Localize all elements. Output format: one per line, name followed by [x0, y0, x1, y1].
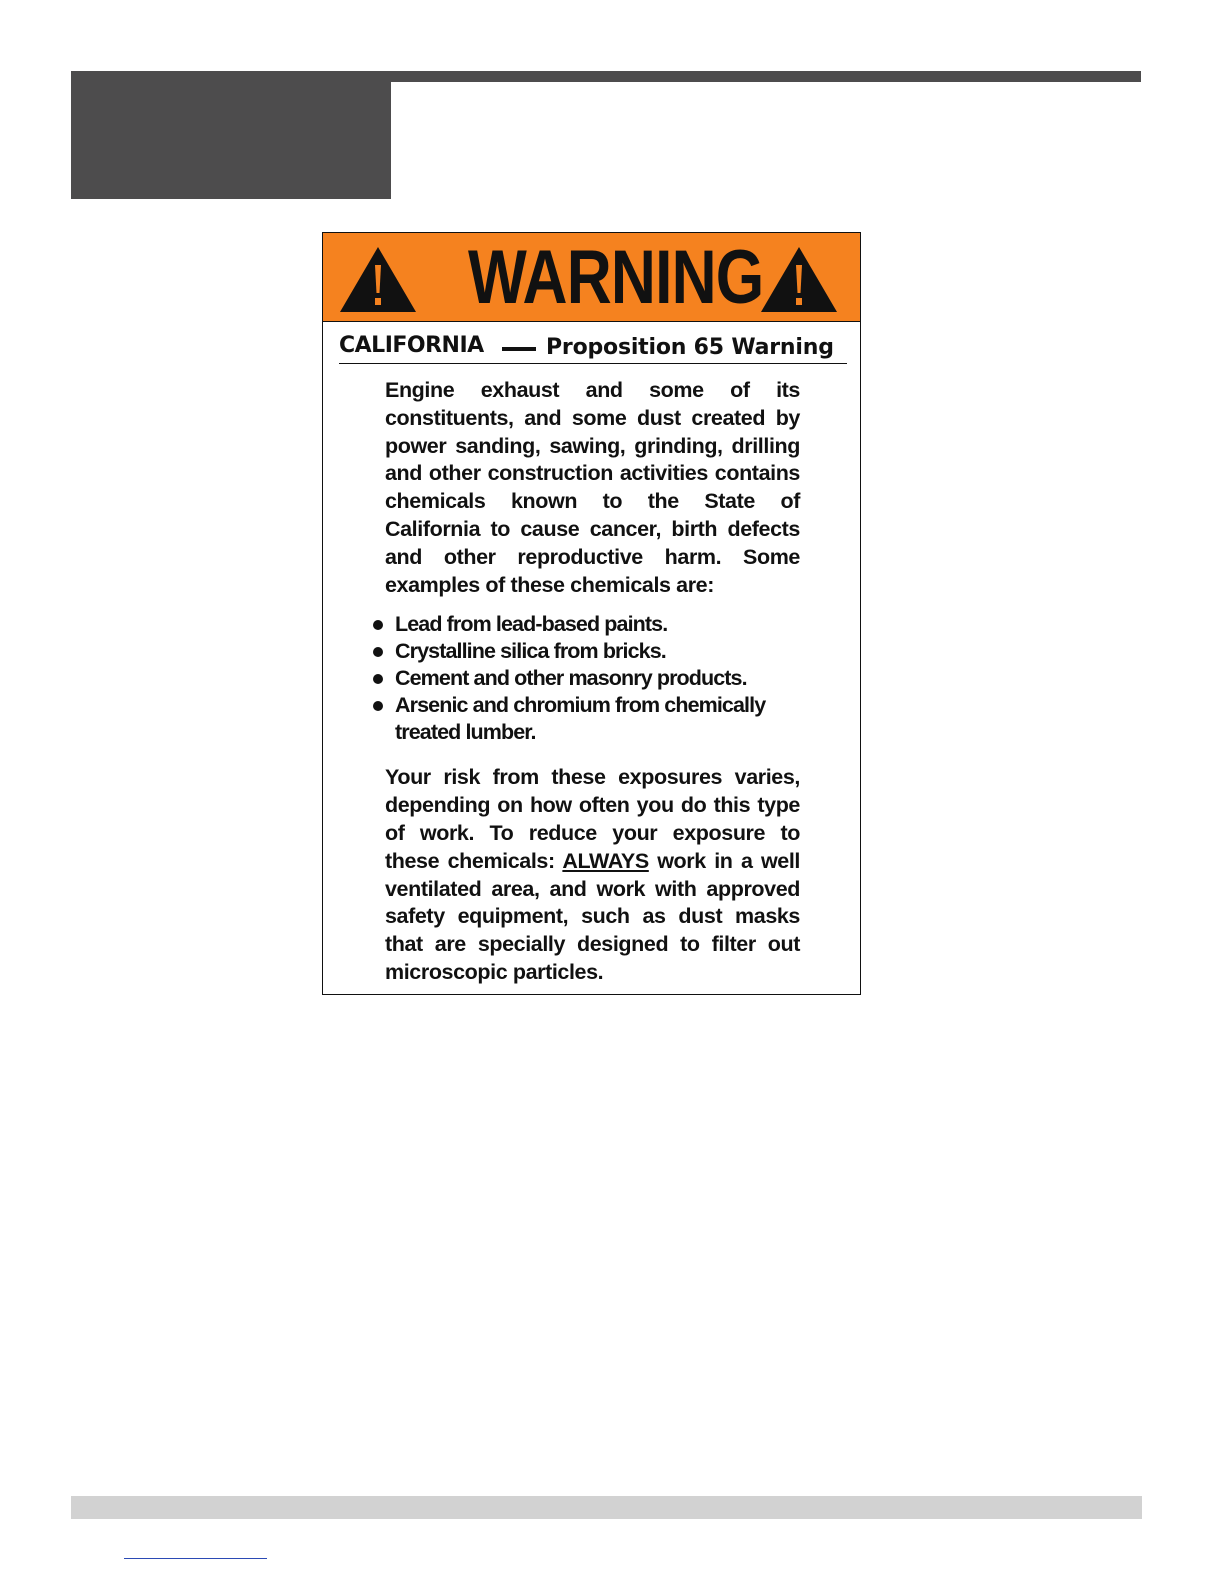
list-item: [385, 665, 800, 692]
bullet-icon: [373, 647, 383, 657]
list-item: [385, 638, 800, 665]
bullet-text: Arsenic and chromium from chemically treated lumber.: [395, 693, 766, 745]
risk-text-part1: Your risk from these exposures varies, depending on how often you do this type of work. To reduce your exposure to these chemicals:: [385, 765, 800, 873]
always-emphasis: ALWAYS: [562, 848, 649, 873]
bullet-text: Cement and other masonry products.: [395, 666, 747, 691]
footer-link-underline: [124, 1558, 267, 1559]
header-block: [71, 71, 391, 199]
footer-bar: [71, 1496, 1142, 1519]
chemical-examples-list: [385, 611, 800, 746]
bullet-icon: [373, 701, 383, 711]
warning-paragraph-intro: Engine exhaust and some of its constituents, and some dust created by power sanding, sawing, grinding, drilling and other construction activities contains chemicals known to the State of California to cause cancer, birth defects and other reproductive harm. Some examples of these chemicals are:: [385, 378, 800, 597]
heading-dash: [502, 347, 536, 351]
bullet-text: Lead from lead-based paints.: [395, 612, 668, 637]
heading-title: Proposition 65 Warning: [546, 335, 834, 360]
bullet-icon: [373, 620, 383, 630]
bullet-text: Crystalline silica from bricks.: [395, 639, 666, 664]
list-item: [385, 611, 800, 638]
bullet-icon: [373, 674, 383, 684]
risk-text-part2: work in a well ventilated area, and work with approved safety equipment, such as dust masks that are specially designed to filter out microscopic particles.: [385, 848, 800, 984]
warning-triangle-icon: [339, 245, 417, 313]
warning-body: [385, 377, 800, 987]
prop65-warning-label: [322, 232, 861, 995]
warning-triangle-icon: [760, 245, 838, 313]
list-item: [385, 692, 800, 746]
warning-banner: [323, 233, 860, 322]
warning-paragraph-risk: [385, 764, 800, 986]
heading-state: CALIFORNIA: [339, 333, 484, 358]
prop65-heading: [339, 333, 847, 364]
warning-banner-text: WARNING: [468, 235, 764, 320]
